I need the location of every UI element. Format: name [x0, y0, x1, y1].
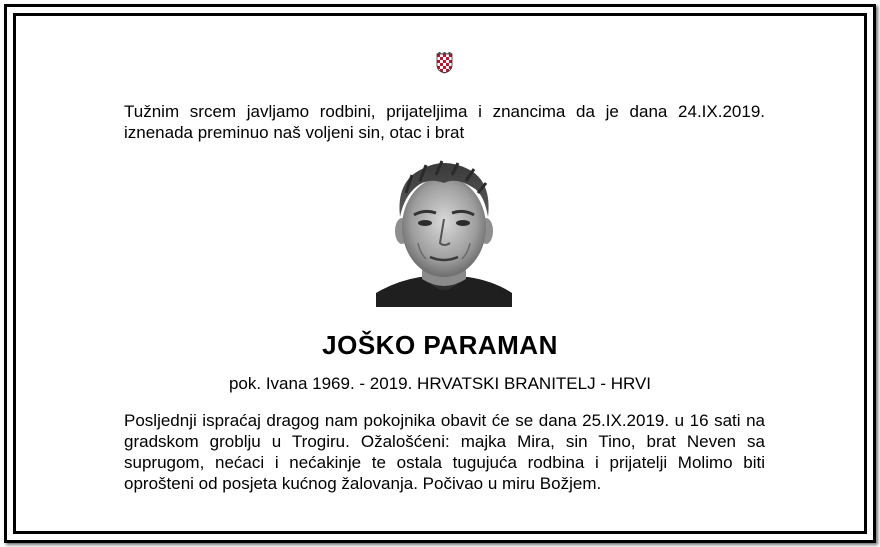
funeral-details-paragraph: Posljednji ispraćaj dragog nam pokojnika obavit će se dana 25.IX.2019. u 16 sati na gradskom groblju u Trogiru. Ožalošćeni: majka Mira, sin Tino, brat Neven sa suprugom, nećaci i nećakinje te ostala tugujuća rodbina i prijatelji Molimo biti oprošteni od posjeta kućnog žalovanja. Počivao u miru Božjem. [124, 411, 765, 493]
intro-paragraph: Tužnim srcem javljamo rodbini, prijateljima i znancima da je dana 24.IX.2019. iznenada preminuo naš voljeni sin, otac i brat [124, 102, 765, 142]
deceased-name: JOŠKO PARAMAN [322, 330, 558, 360]
portrait-photo [376, 153, 512, 307]
coat-of-arms-icon [436, 52, 453, 74]
deceased-details: pok. Ivana 1969. - 2019. HRVATSKI BRANITELJ - HRVI [228, 374, 652, 393]
